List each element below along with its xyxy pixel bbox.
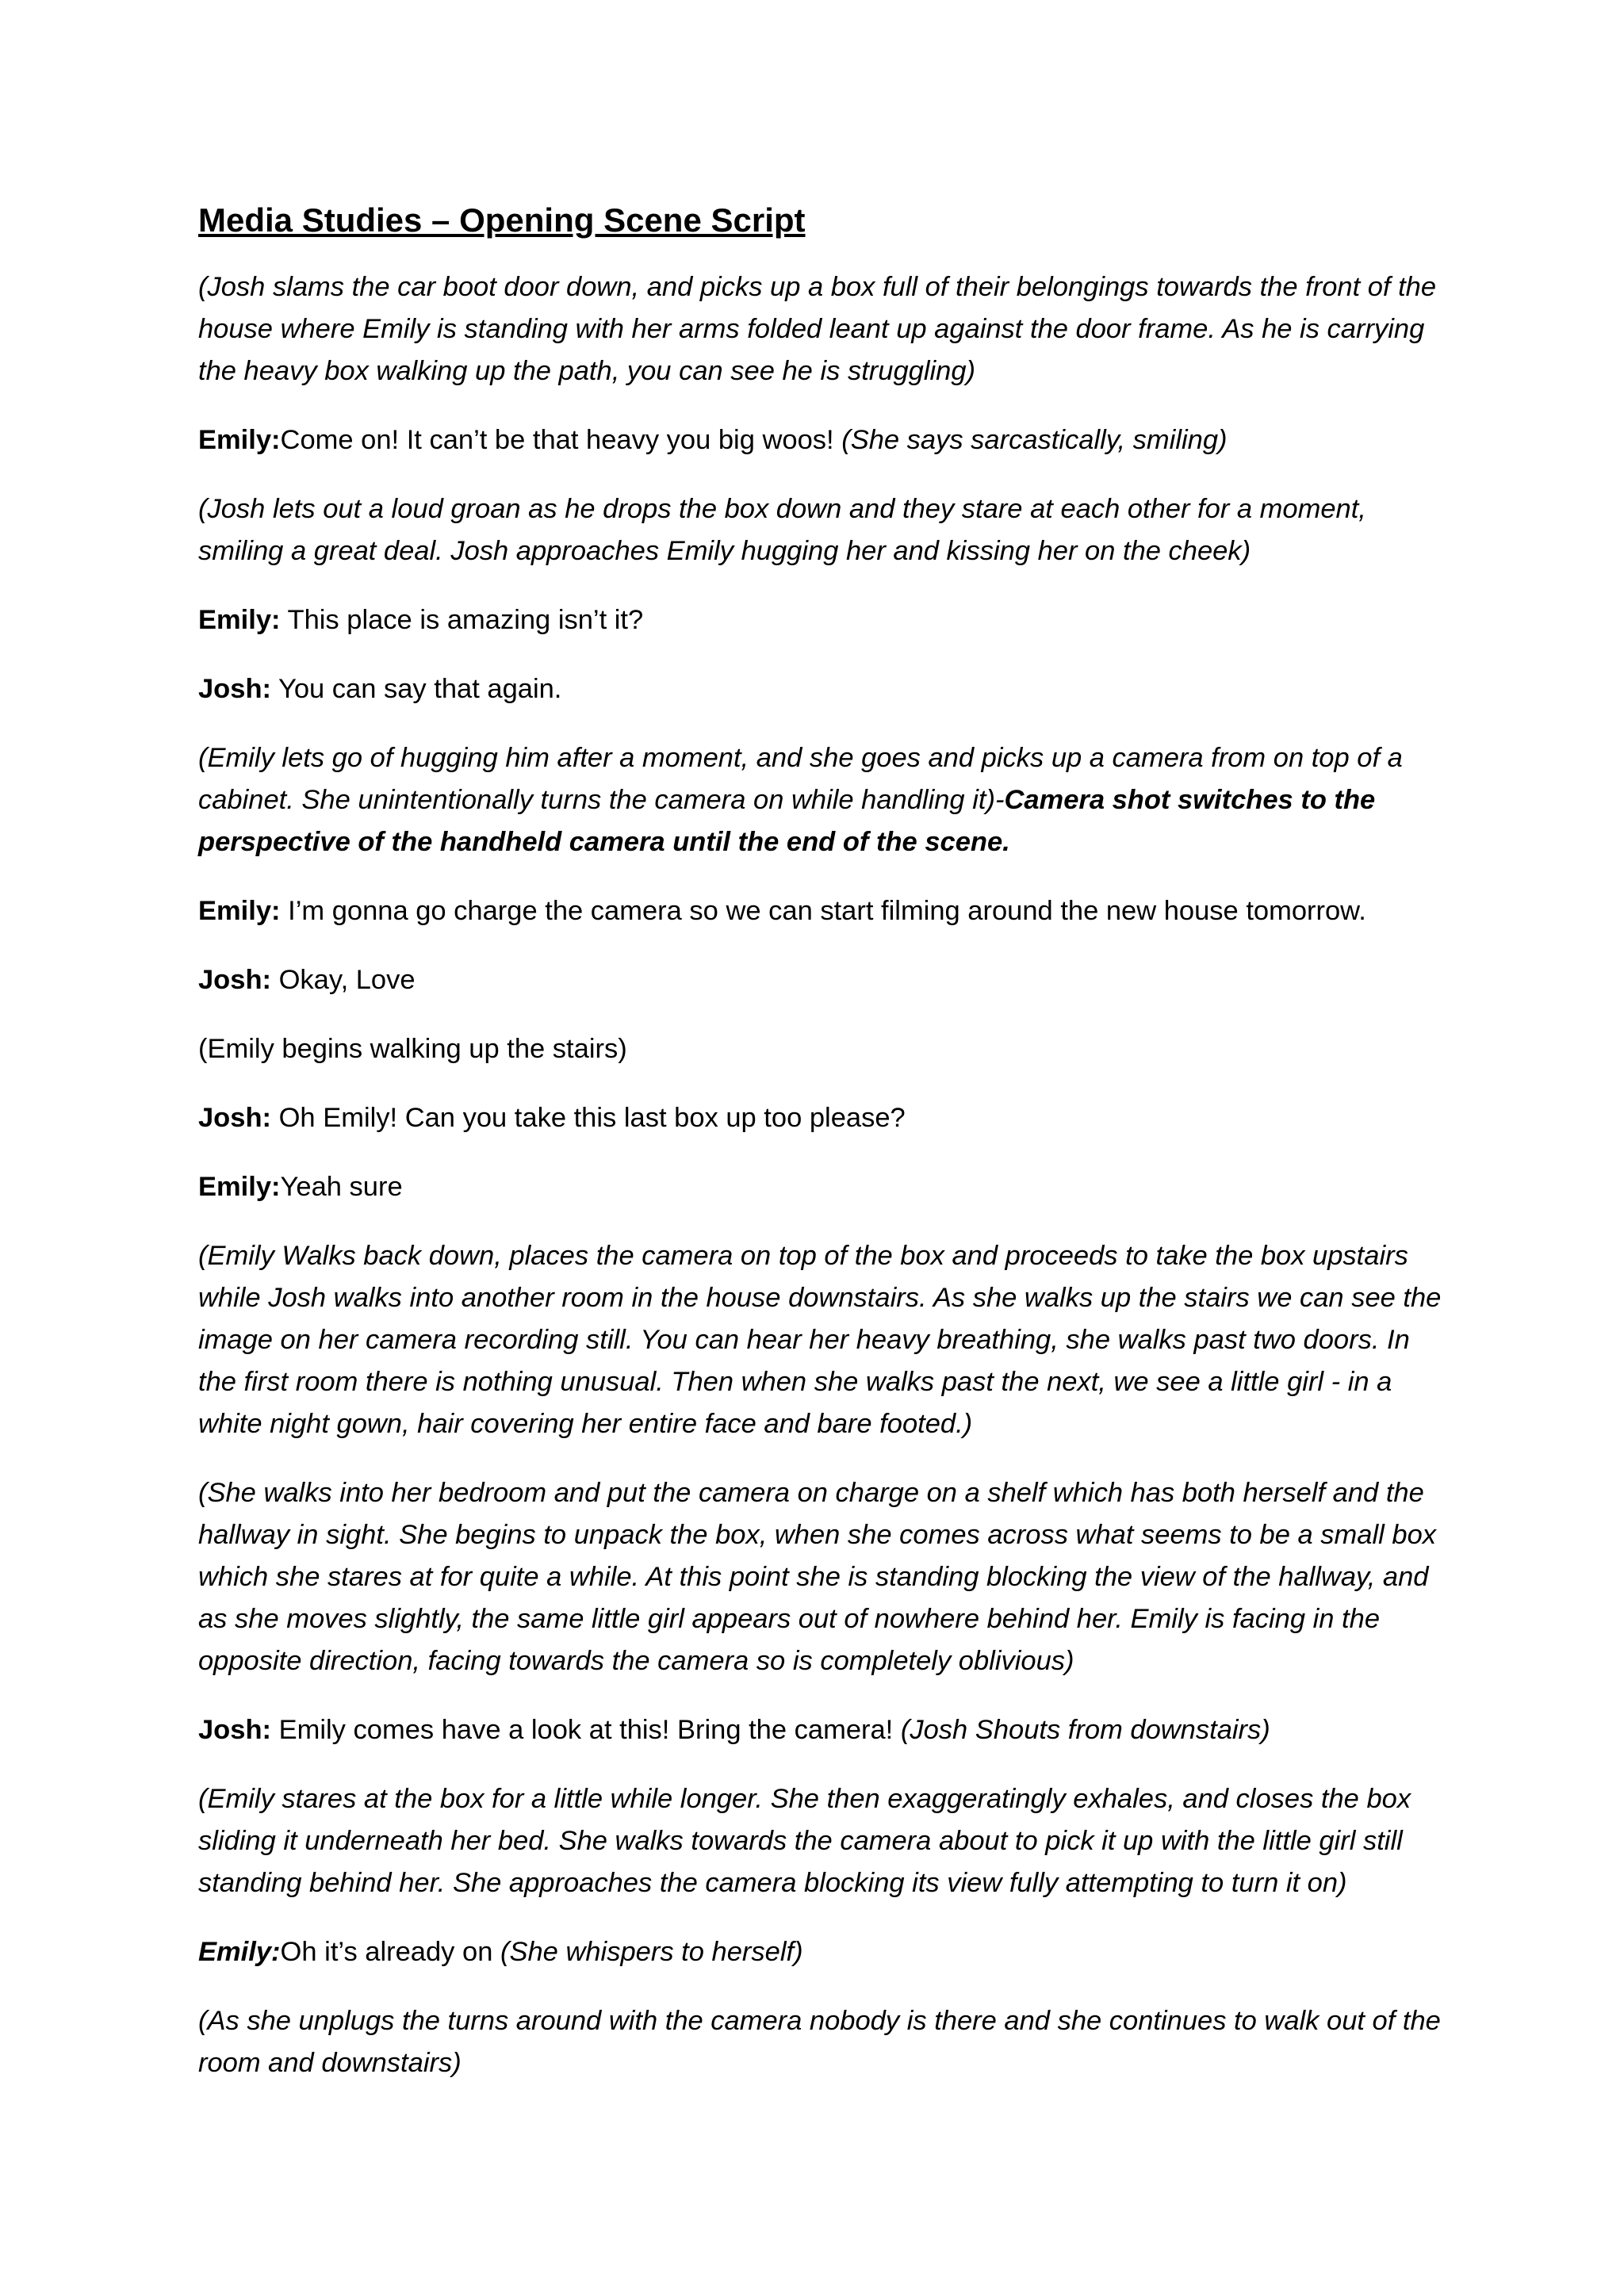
dialogue-text: Oh Emily! Can you take this last box up too please? (271, 1103, 906, 1133)
dialogue-text: Oh it’s already on (280, 1937, 500, 1967)
script-page (198, 198, 1451, 2111)
speaker-name: Emily: (198, 605, 281, 635)
dialogue-aside: (She says sarcastically, smiling) (841, 425, 1228, 455)
dialogue-text: Come on! It can’t be that heavy you big woos! (280, 425, 842, 455)
speaker-name: Josh: (198, 674, 272, 704)
dialogue-aside: (She whispers to herself) (500, 1937, 803, 1967)
dialogue-text: Emily comes have a look at this! Bring the camera! (271, 1715, 901, 1745)
camera-note: Camera shot switches to the perspective of the handheld camera until the end of the scene. (198, 785, 1376, 857)
dialogue-line (198, 419, 1451, 461)
dialogue-text: I’m gonna go charge the camera so we can start filming around the new house tomorrow. (280, 896, 1366, 926)
stage-direction: (As she unplugs the turns around with the camera nobody is there and she continues to walk out of the room and downstairs) (198, 2006, 1441, 2078)
speaker-name: Emily: (198, 1937, 281, 1967)
dialogue-line (198, 1166, 1451, 1208)
dialogue-line (198, 668, 1451, 710)
dialogue-line (198, 959, 1451, 1001)
dialogue-text: This place is amazing isn’t it? (280, 605, 644, 635)
dialogue-line (198, 1097, 1451, 1139)
stage-direction-text: (Emily lets go of hugging him after a moment, and she goes and picks up a camera from on top of a cabinet. She unintentionally turns the camera on while handling it)- (198, 743, 1403, 815)
speaker-name: Emily: (198, 425, 281, 455)
dialogue-line (198, 599, 1451, 641)
speaker-name: Emily: (198, 1172, 281, 1202)
dialogue-text: You can say that again. (271, 674, 562, 704)
dialogue-line (198, 1931, 1451, 1973)
stage-direction-plain: (Emily begins walking up the stairs) (198, 1034, 627, 1064)
page-title: Media Studies – Opening Scene Script (198, 201, 806, 239)
speaker-name: Josh: (198, 965, 272, 995)
dialogue-line (198, 1709, 1451, 1751)
stage-direction: (She walks into her bedroom and put the camera on charge on a shelf which has both herself and the hallway in sight. She begins to unpack the box, when she comes across what seems to be a small box which she stares at for quite a while. At this point she is standing blocking the view of the hallway, and as she moves slightly, the same little girl appears out of nowhere behind her. Emily is facing in the opposite direction, facing towards the camera so is completely oblivious) (198, 1478, 1437, 1676)
speaker-name: Emily: (198, 896, 281, 926)
speaker-name: Josh: (198, 1103, 272, 1133)
stage-direction: (Emily stares at the box for a little while longer. She then exaggeratingly exhales, and closes the box sliding it underneath her bed. She walks towards the camera about to pick it up with the little girl still standing behind her. She approaches the camera blocking its view fully attempting to turn it on) (198, 1784, 1411, 1898)
stage-direction (198, 737, 1451, 863)
stage-direction: (Emily Walks back down, places the camera on top of the box and proceeds to take the box upstairs while Josh walks into another room in the house downstairs. As she walks up the stairs we can see the image on her camera recording still. You can hear her heavy breathing, she walks past two doors. In the first room there is nothing unusual. Then when she walks past the next, we see a little girl - in a white night gown, hair covering her entire face and bare footed.) (198, 1241, 1442, 1439)
speaker-name: Josh: (198, 1715, 272, 1745)
dialogue-line (198, 890, 1451, 932)
dialogue-aside: (Josh Shouts from downstairs) (900, 1715, 1270, 1745)
dialogue-text: Yeah sure (280, 1172, 403, 1202)
dialogue-text: Okay, Love (271, 965, 416, 995)
stage-direction: (Josh lets out a loud groan as he drops the box down and they stare at each other for a moment, smiling a great deal. Josh approaches Emily hugging her and kissing her on the cheek) (198, 494, 1366, 566)
stage-direction: (Josh slams the car boot door down, and picks up a box full of their belongings towards the front of the house where Emily is standing with her arms folded leant up against the door frame. As he is carrying the heavy box walking up the path, you can see he is struggling) (198, 272, 1437, 386)
